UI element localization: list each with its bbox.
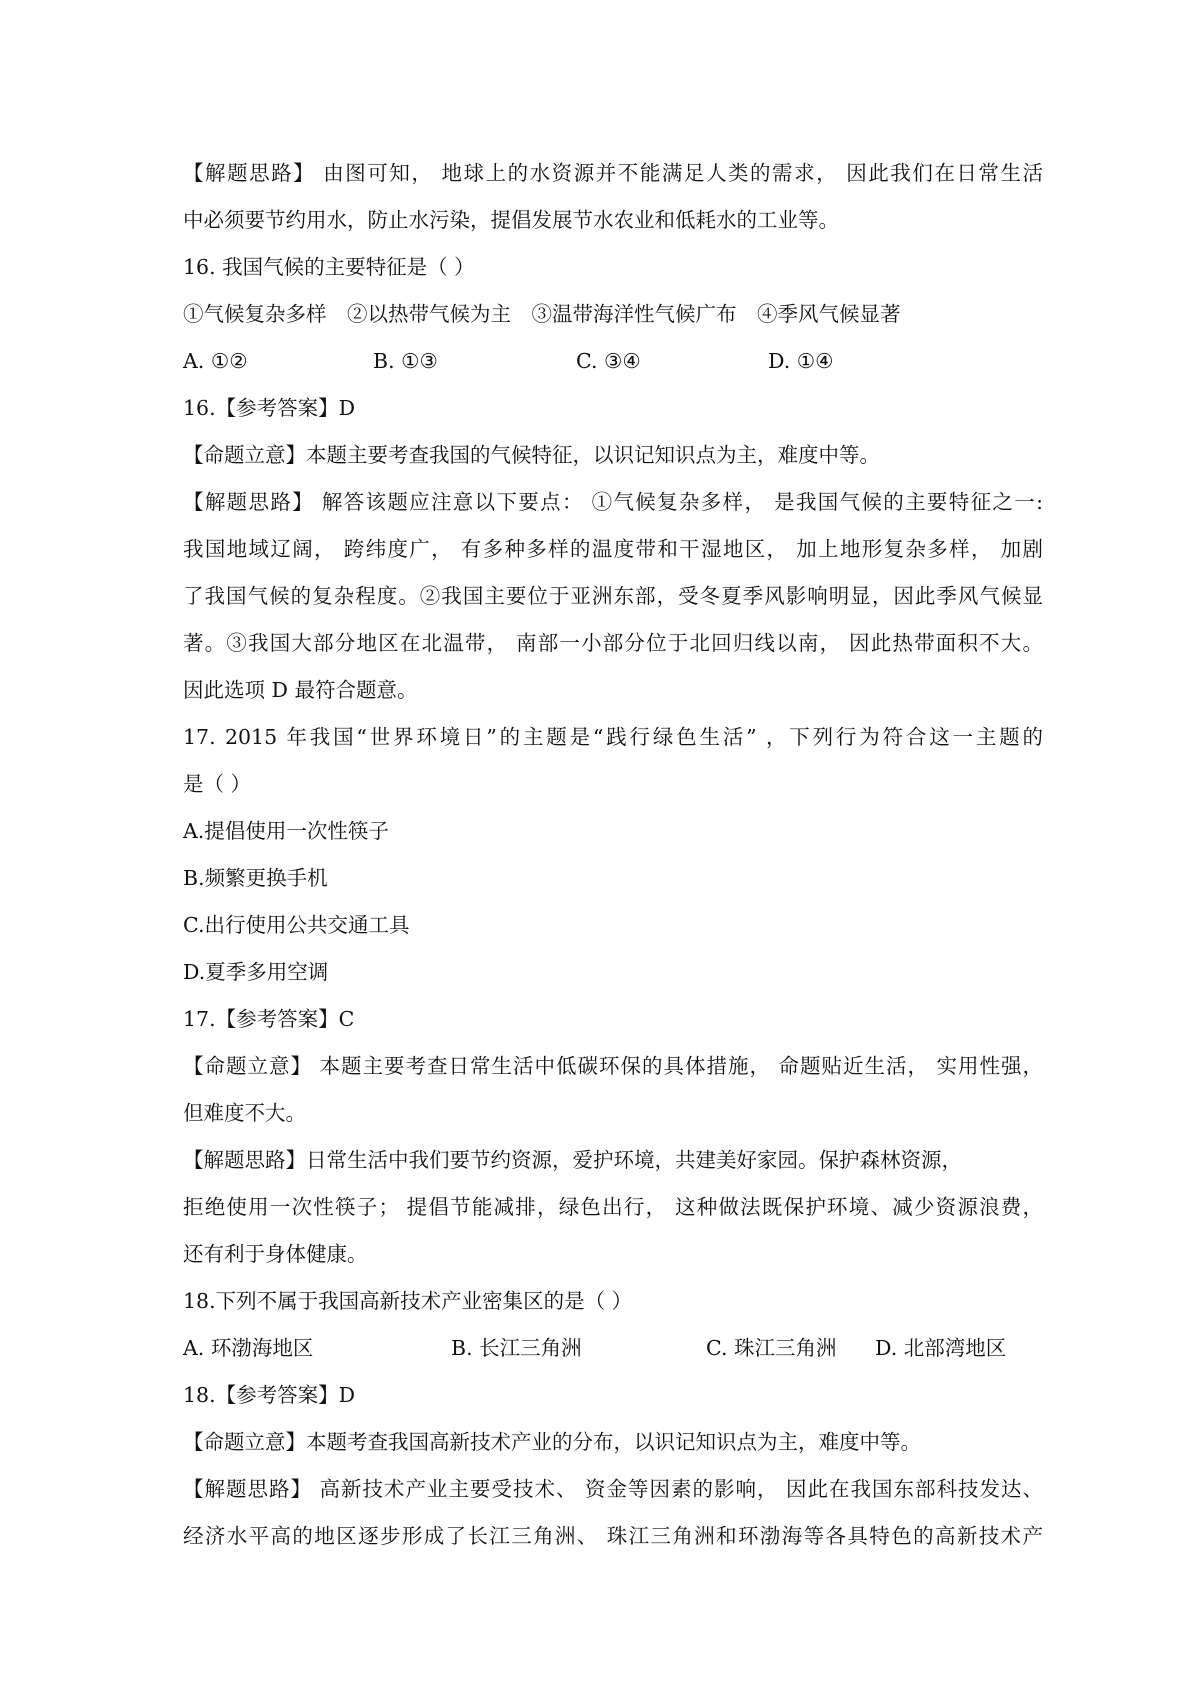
question-17-cont: 是（ ）: [183, 772, 252, 796]
text-line: 因此选项 D 最符合题意。: [183, 678, 418, 702]
intent-16: 【命题立意】本题主要考查我国的气候特征，以识记知识点为主，难度中等。: [183, 443, 880, 467]
option-a: A. 环渤海地区: [183, 1336, 314, 1360]
option-b: B. 长江三角洲: [451, 1336, 582, 1360]
text-line: 【解题思路】日常生活中我们要节约资源，爱护环境，共建美好家园。保护森林资源，: [183, 1148, 962, 1172]
question-18-options: [183, 1325, 1043, 1372]
question-17: 17. 2015 年我国“世界环境日”的主题是“践行绿色生活” ，下列行为符合这一主题的: [183, 725, 1043, 749]
question-16-options: [183, 338, 1043, 385]
text-line: 中必须要节约用水，防止水污染，提倡发展节水农业和低耗水的工业等。: [183, 208, 839, 232]
option-c: C. 珠江三角洲: [706, 1336, 837, 1360]
text-line: 我国地域辽阔， 跨纬度广， 有多种多样的温度带和干湿地区， 加上地形复杂多样， 加剧: [183, 537, 1043, 561]
question-18: 18.下列不属于我国高新技术产业密集区的是（ ）: [183, 1289, 633, 1313]
answer-16: 16.【参考答案】D: [183, 396, 356, 420]
option-a: A. ①②: [183, 349, 248, 373]
option-d: D. 北部湾地区: [875, 1336, 1007, 1360]
text-line: 但难度不大。: [183, 1101, 306, 1125]
option-c: C.出行使用公共交通工具: [183, 913, 410, 937]
answer-17: 17.【参考答案】C: [183, 1007, 355, 1031]
text-line: 著。③我国大部分地区在北温带， 南部一小部分位于北回归线以南， 因此热带面积不大。: [183, 631, 1043, 655]
text-line: 【解题思路】 高新技术产业主要受技术、 资金等因素的影响， 因此在我国东部科技发达、: [183, 1477, 1043, 1501]
text-line: 拒绝使用一次性筷子； 提倡节能减排，绿色出行， 这种做法既保护环境、减少资源浪费，: [183, 1195, 1043, 1219]
option-b: B. ①③: [373, 349, 438, 373]
option-d: D. ①④: [768, 349, 834, 373]
text-line: 【解题思路】 解答该题应注意以下要点： ①气候复杂多样， 是我国气候的主要特征之一:: [183, 490, 1043, 514]
text-line: 了我国气候的复杂程度。②我国主要位于亚洲东部，受冬夏季风影响明显，因此季风气候显: [183, 584, 1043, 608]
question-16-statements: ①气候复杂多样 ②以热带气候为主 ③温带海洋性气候广布 ④季风气候显著: [183, 302, 901, 326]
text-line: 【解题思路】 由图可知， 地球上的水资源并不能满足人类的需求， 因此我们在日常生活: [183, 161, 1043, 185]
option-d: D.夏季多用空调: [183, 960, 329, 984]
text-line: 还有利于身体健康。: [183, 1242, 368, 1266]
question-16: 16. 我国气候的主要特征是（ ）: [183, 255, 475, 279]
option-c: C. ③④: [576, 349, 641, 373]
intent-18: 【命题立意】本题考查我国高新技术产业的分布，以识记知识点为主，难度中等。: [183, 1430, 921, 1454]
answer-18: 18.【参考答案】D: [183, 1383, 356, 1407]
option-a: A.提倡使用一次性筷子: [183, 819, 389, 843]
intent-17: 【命题立意】 本题主要考查日常生活中低碳环保的具体措施， 命题贴近生活， 实用性强，: [183, 1054, 1043, 1078]
option-b: B.频繁更换手机: [183, 866, 328, 890]
text-line: 经济水平高的地区逐步形成了长江三角洲、 珠江三角洲和环渤海等各具特色的高新技术产: [183, 1524, 1043, 1548]
document-page: [183, 150, 1043, 1560]
